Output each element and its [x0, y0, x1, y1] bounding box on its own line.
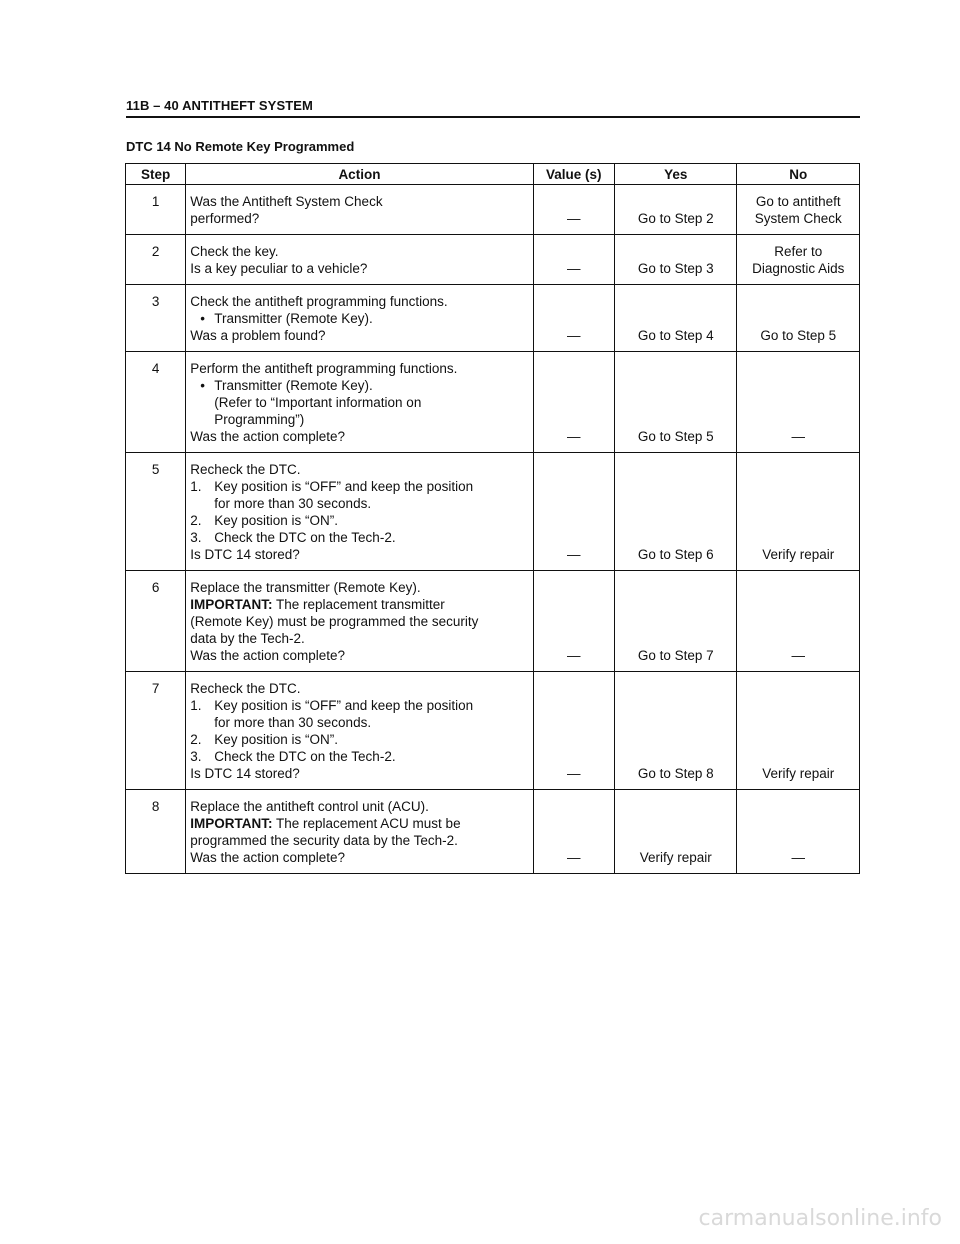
indented-line: (Refer to “Important information on: [214, 395, 422, 410]
step-cell: 3: [126, 285, 186, 352]
no-line: Verify repair: [762, 547, 835, 562]
indented-line: for more than 30 seconds.: [214, 715, 372, 730]
important-note: [190, 815, 528, 832]
item-text: Check the DTC on the Tech-2.: [214, 749, 396, 764]
numbered-item: [190, 529, 528, 546]
bullet-text: Transmitter (Remote Key).: [214, 311, 373, 326]
no-line: —: [791, 648, 805, 663]
item-number: 1.: [190, 698, 202, 713]
numbered-item: [190, 697, 528, 714]
bullet-dot-icon: •: [200, 378, 205, 393]
item-text: Check the DTC on the Tech-2.: [214, 530, 396, 545]
indented-line: Programming”): [214, 412, 305, 427]
action-line: data by the Tech-2.: [190, 631, 305, 646]
table-row: [126, 453, 860, 571]
no-cell: [737, 235, 860, 285]
action-line: (Remote Key) must be programmed the security: [190, 614, 479, 629]
item-number: 3.: [190, 530, 202, 545]
step-cell: 2: [126, 235, 186, 285]
yes-cell: Go to Step 4: [614, 285, 737, 352]
no-cell: [737, 672, 860, 790]
section-title: DTC 14 No Remote Key Programmed: [126, 139, 355, 154]
action-line: Replace the transmitter (Remote Key).: [190, 580, 421, 595]
column-header-action: Action: [186, 164, 533, 185]
numbered-item: [190, 731, 528, 748]
action-line: Check the antitheft programming functions.: [190, 294, 448, 309]
important-text: The replacement transmitter: [272, 597, 445, 612]
item-number: 2.: [190, 732, 202, 747]
action-line: Was a problem found?: [190, 328, 326, 343]
no-cell: [737, 352, 860, 453]
important-label: IMPORTANT:: [190, 597, 273, 612]
table-row: [126, 235, 860, 285]
action-line: Was the action complete?: [190, 850, 346, 865]
action-cell: [186, 672, 533, 790]
no-cell: [737, 790, 860, 874]
no-line: —: [791, 850, 805, 865]
action-line: Was the action complete?: [190, 429, 346, 444]
item-number: 3.: [190, 749, 202, 764]
table-body: [126, 185, 860, 874]
value-cell: —: [533, 571, 614, 672]
column-header-no: No: [737, 164, 860, 185]
important-label: IMPORTANT:: [190, 816, 273, 831]
action-cell: [186, 790, 533, 874]
step-cell: 7: [126, 672, 186, 790]
bullet-item: [190, 310, 528, 327]
action-cell: [186, 185, 533, 235]
diagnostic-table: [125, 163, 860, 874]
table-row: [126, 571, 860, 672]
action-cell: [186, 571, 533, 672]
value-cell: —: [533, 453, 614, 571]
no-line: Refer to: [774, 244, 823, 259]
yes-cell: Go to Step 8: [614, 672, 737, 790]
bullet-item: [190, 377, 528, 394]
no-line: System Check: [754, 211, 842, 226]
no-cell: [737, 571, 860, 672]
value-cell: —: [533, 285, 614, 352]
numbered-item: [190, 512, 528, 529]
watermark: carmanualsonline.info: [698, 1206, 942, 1231]
action-line: performed?: [190, 211, 260, 226]
action-line: Recheck the DTC.: [190, 681, 301, 696]
action-cell: [186, 352, 533, 453]
table-header-row: [126, 164, 860, 185]
no-line: Go to Step 5: [760, 328, 837, 343]
column-header-yes: Yes: [614, 164, 737, 185]
value-cell: —: [533, 235, 614, 285]
column-header-step: Step: [126, 164, 186, 185]
step-cell: 1: [126, 185, 186, 235]
table-row: [126, 790, 860, 874]
step-cell: 8: [126, 790, 186, 874]
action-line: Recheck the DTC.: [190, 462, 301, 477]
action-line: Perform the antitheft programming functions.: [190, 361, 458, 376]
no-line: Go to antitheft: [755, 194, 841, 209]
page-header: 11B – 40 ANTITHEFT SYSTEM: [126, 98, 860, 118]
action-cell: [186, 453, 533, 571]
action-cell: [186, 235, 533, 285]
yes-cell: Go to Step 2: [614, 185, 737, 235]
table-row: [126, 185, 860, 235]
table-row: [126, 352, 860, 453]
step-cell: 6: [126, 571, 186, 672]
column-header-value: Value (s): [533, 164, 614, 185]
no-cell: [737, 185, 860, 235]
value-cell: —: [533, 672, 614, 790]
bullet-dot-icon: •: [200, 311, 205, 326]
action-line: Is DTC 14 stored?: [190, 766, 300, 781]
item-text: Key position is “ON”.: [214, 513, 339, 528]
action-line: programmed the security data by the Tech-2.: [190, 833, 458, 848]
action-line: Check the key.: [190, 244, 279, 259]
table-row: [126, 672, 860, 790]
important-note: [190, 596, 528, 613]
value-cell: —: [533, 352, 614, 453]
item-number: 1.: [190, 479, 202, 494]
numbered-item: [190, 478, 528, 495]
action-line: Was the action complete?: [190, 648, 346, 663]
action-line: Is a key peculiar to a vehicle?: [190, 261, 368, 276]
item-text: Key position is “ON”.: [214, 732, 339, 747]
yes-cell: Go to Step 3: [614, 235, 737, 285]
indented-line: for more than 30 seconds.: [214, 496, 372, 511]
yes-cell: Go to Step 7: [614, 571, 737, 672]
table-row: [126, 285, 860, 352]
action-line: Replace the antitheft control unit (ACU).: [190, 799, 429, 814]
step-cell: 5: [126, 453, 186, 571]
value-cell: —: [533, 185, 614, 235]
step-cell: 4: [126, 352, 186, 453]
action-line: Is DTC 14 stored?: [190, 547, 300, 562]
item-text: Key position is “OFF” and keep the position: [214, 479, 474, 494]
yes-cell: Verify repair: [614, 790, 737, 874]
no-cell: [737, 453, 860, 571]
no-cell: [737, 285, 860, 352]
important-text: The replacement ACU must be: [272, 816, 461, 831]
action-cell: [186, 285, 533, 352]
no-line: —: [791, 429, 805, 444]
item-number: 2.: [190, 513, 202, 528]
bullet-text: Transmitter (Remote Key).: [214, 378, 373, 393]
yes-cell: Go to Step 5: [614, 352, 737, 453]
no-line: Verify repair: [762, 766, 835, 781]
no-line: Diagnostic Aids: [752, 261, 845, 276]
item-text: Key position is “OFF” and keep the position: [214, 698, 474, 713]
action-line: Was the Antitheft System Check: [190, 194, 383, 209]
yes-cell: Go to Step 6: [614, 453, 737, 571]
value-cell: —: [533, 790, 614, 874]
numbered-item: [190, 748, 528, 765]
